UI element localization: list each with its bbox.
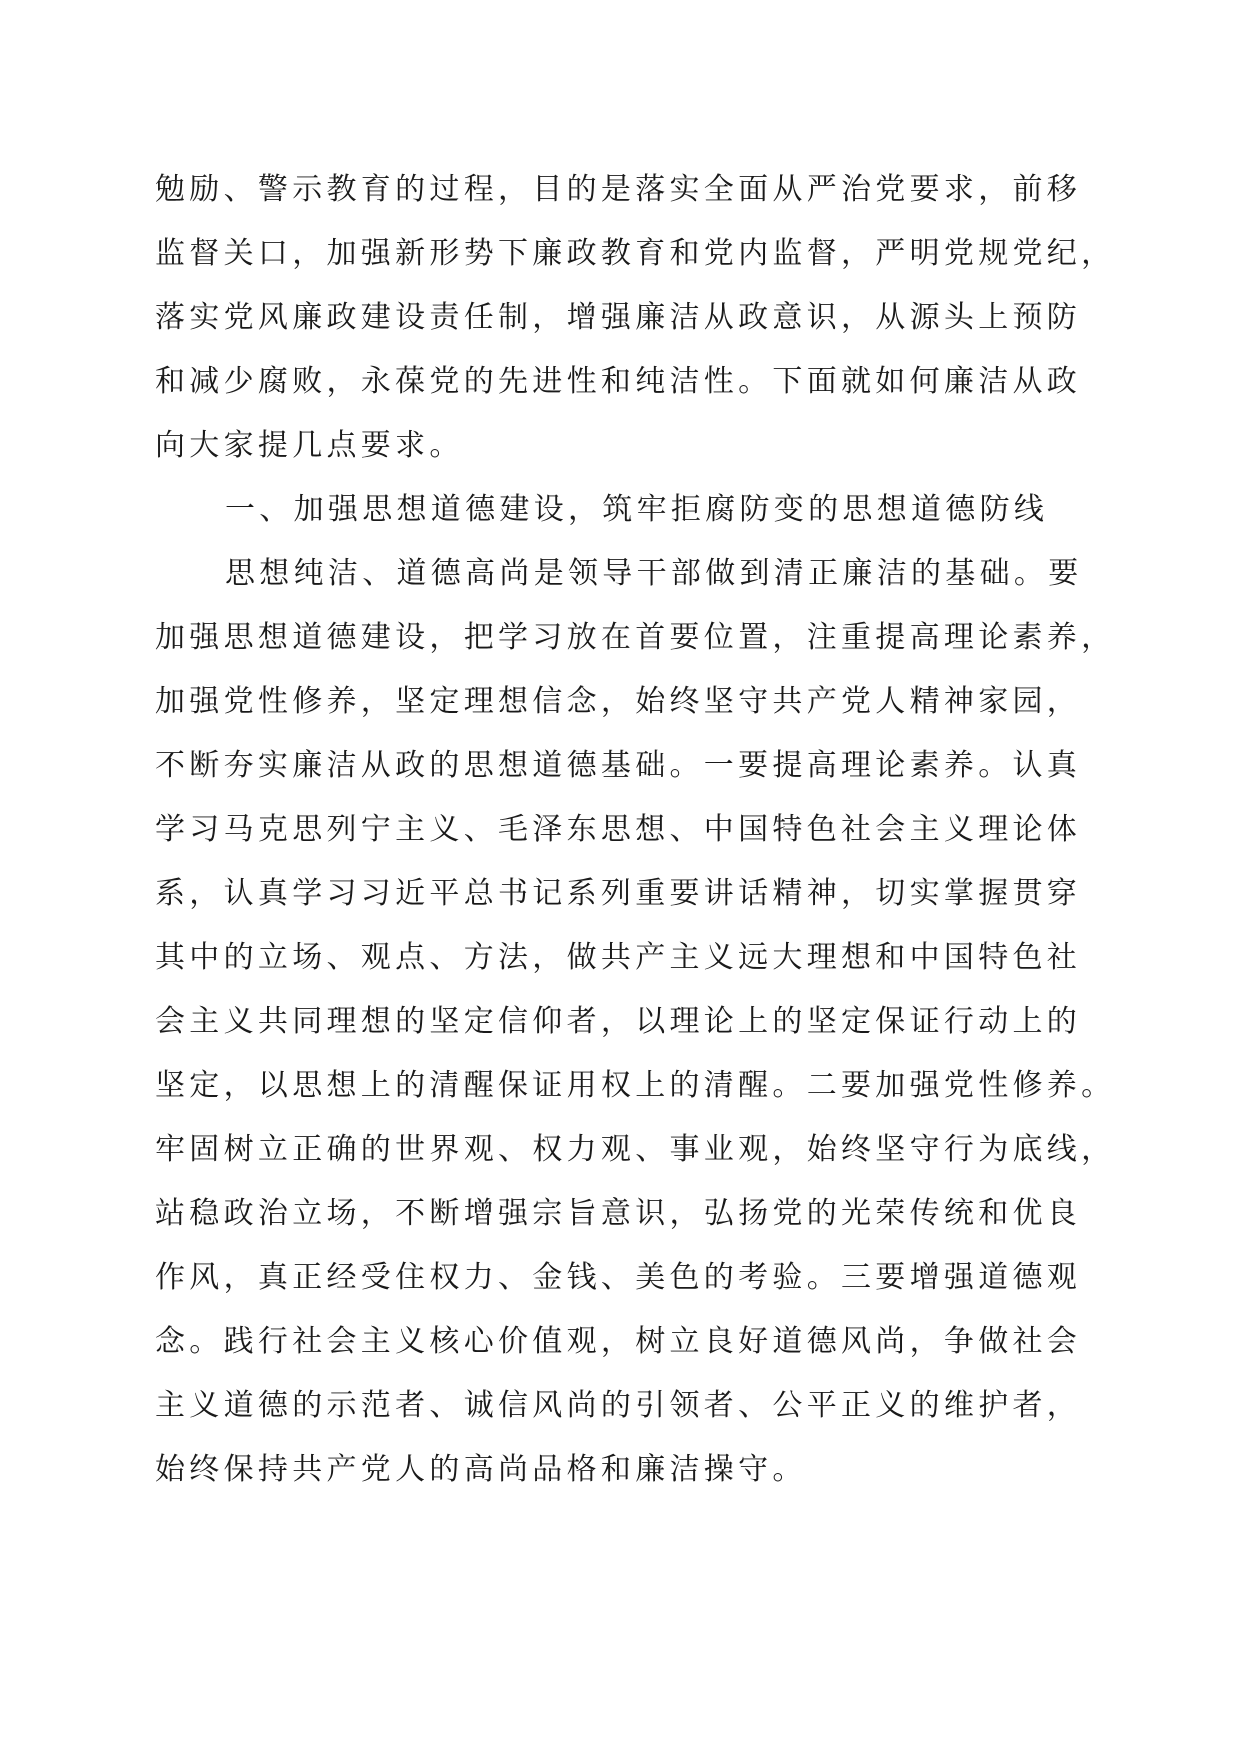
text-line: 加强党性修养，坚定理想信念，始终坚守共产党人精神家园，	[155, 684, 1082, 719]
text-line: 思想纯洁、道德高尚是领导干部做到清正廉洁的基础。要	[225, 556, 1083, 591]
text-line: 系，认真学习习近平总书记系列重要讲话精神，切实掌握贯穿	[155, 876, 1082, 911]
text-line: 向大家提几点要求。	[155, 428, 464, 463]
section-heading: 一、加强思想道德建设，筑牢拒腐防变的思想道德防线	[225, 492, 1049, 527]
text-line: 作风，真正经受住权力、金钱、美色的考验。三要增强道德观	[155, 1260, 1082, 1295]
text-line: 坚定，以思想上的清醒保证用权上的清醒。二要加强党性修养。	[155, 1068, 1116, 1103]
text-line: 学习马克思列宁主义、毛泽东思想、中国特色社会主义理论体	[155, 812, 1082, 847]
text-line: 监督关口，加强新形势下廉政教育和党内监督，严明党规党纪，	[155, 236, 1116, 271]
body-paragraph	[155, 542, 1116, 1502]
text-line: 念。践行社会主义核心价值观，树立良好道德风尚，争做社会	[155, 1324, 1082, 1359]
text-line: 加强思想道德建设，把学习放在首要位置，注重提高理论素养，	[155, 620, 1116, 655]
text-line: 会主义共同理想的坚定信仰者，以理论上的坚定保证行动上的	[155, 1004, 1082, 1039]
text-line: 其中的立场、观点、方法，做共产主义远大理想和中国特色社	[155, 940, 1082, 975]
text-line: 站稳政治立场，不断增强宗旨意识，弘扬党的光荣传统和优良	[155, 1196, 1082, 1231]
text-line: 始终保持共产党人的高尚品格和廉洁操守。	[155, 1452, 807, 1487]
text-line: 和减少腐败，永葆党的先进性和纯洁性。下面就如何廉洁从政	[155, 364, 1082, 399]
text-line: 主义道德的示范者、诚信风尚的引领者、公平正义的维护者，	[155, 1388, 1082, 1423]
text-line: 牢固树立正确的世界观、权力观、事业观，始终坚守行为底线，	[155, 1132, 1116, 1167]
document-body	[155, 158, 1116, 1502]
text-line: 勉励、警示教育的过程，目的是落实全面从严治党要求，前移	[155, 172, 1082, 207]
text-line: 不断夯实廉洁从政的思想道德基础。一要提高理论素养。认真	[155, 748, 1082, 783]
intro-paragraph	[155, 158, 1116, 478]
text-line: 落实党风廉政建设责任制，增强廉洁从政意识，从源头上预防	[155, 300, 1082, 335]
